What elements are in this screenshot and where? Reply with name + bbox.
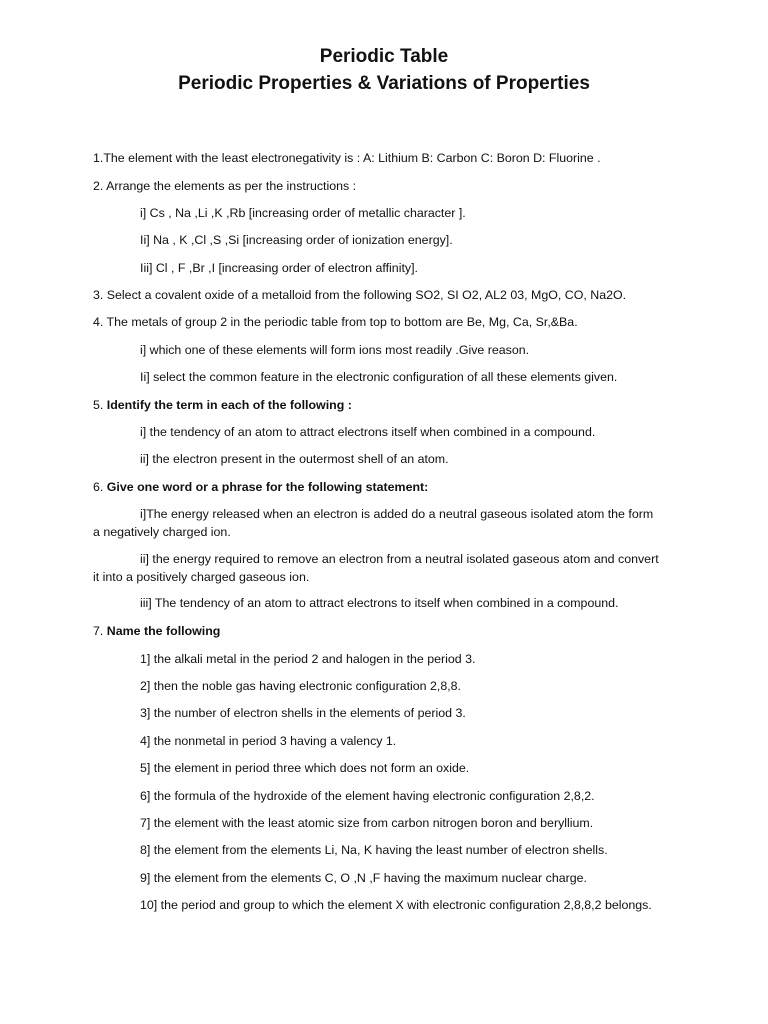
question-7-item-8: 8] the element from the elements Li, Na, K having the least number of electron shells.: [140, 843, 608, 857]
question-5: [93, 397, 673, 415]
question-7-stem: Name the following: [106, 624, 221, 638]
question-7: [93, 623, 673, 641]
question-7-item-9: 9] the element from the elements C, O ,N ,F having the maximum nuclear charge.: [140, 871, 587, 885]
question-7-item-4: 4] the nonmetal in period 3 having a valency 1.: [140, 734, 397, 748]
question-7-item-7: 7] the element with the least atomic size from carbon nitrogen boron and beryllium.: [140, 816, 594, 830]
question-5-part-1: i] the tendency of an atom to attract electrons itself when combined in a compound.: [140, 425, 596, 439]
question-6-part-3: iii] The tendency of an atom to attract electrons to itself when combined in a compound.: [140, 596, 619, 610]
question-6-stem: Give one word or a phrase for the following statement:: [106, 480, 429, 494]
question-7-item-10: 10] the period and group to which the element X with electronic configuration 2,8,8,2 belongs.: [140, 898, 652, 912]
page-title: Periodic Table: [319, 46, 449, 67]
question-7-number: 7.: [93, 624, 107, 638]
question-7-item-2: 2] then the noble gas having electronic configuration 2,8,8.: [140, 679, 462, 693]
question-1: 1.The element with the least electronegativity is : A: Lithium B: Carbon C: Boron D: Fluorine .: [93, 151, 601, 165]
question-4-part-1: i] which one of these elements will form ions most readily .Give reason.: [140, 343, 530, 357]
question-2-part-2: Ii] Na , K ,Cl ,S ,Si [increasing order of ionization energy].: [140, 233, 453, 247]
question-5-stem: Identify the term in each of the following :: [106, 398, 352, 412]
question-7-item-5: 5] the element in period three which does not form an oxide.: [140, 761, 470, 775]
question-6-part-2: ii] the energy required to remove an electron from a neutral isolated gaseous atom and convert it into a positively charged gaseous ion.: [93, 552, 659, 584]
question-6-part-1: i]The energy released when an electron is added do a neutral gaseous isolated atom the form a negatively charged ion.: [93, 507, 654, 539]
question-7-item-1: 1] the alkali metal in the period 2 and halogen in the period 3.: [140, 652, 476, 666]
question-3: 3. Select a covalent oxide of a metalloid from the following SO2, SI O2, AL2 03, MgO, CO, Na2O.: [93, 288, 627, 302]
page-subtitle: Periodic Properties & Variations of Properties: [178, 73, 590, 94]
question-4: 4. The metals of group 2 in the periodic table from top to bottom are Be, Mg, Ca, Sr,&Ba.: [93, 315, 578, 329]
question-5-part-2: ii] the electron present in the outermost shell of an atom.: [140, 452, 449, 466]
question-7-item-3: 3] the number of electron shells in the elements of period 3.: [140, 706, 466, 720]
question-4-part-2: Ii] select the common feature in the electronic configuration of all these elements given.: [140, 370, 618, 384]
question-2: 2. Arrange the elements as per the instructions :: [93, 179, 357, 193]
question-7-item-6: 6] the formula of the hydroxide of the element having electronic configuration 2,8,2.: [140, 789, 595, 803]
question-2-part-1: i] Cs , Na ,Li ,K ,Rb [increasing order of metallic character ].: [140, 206, 466, 220]
question-2-part-3: Iii] Cl , F ,Br ,I [increasing order of electron affinity].: [140, 261, 418, 275]
question-6: [93, 479, 673, 497]
question-5-number: 5.: [93, 398, 107, 412]
question-6-number: 6.: [93, 480, 107, 494]
